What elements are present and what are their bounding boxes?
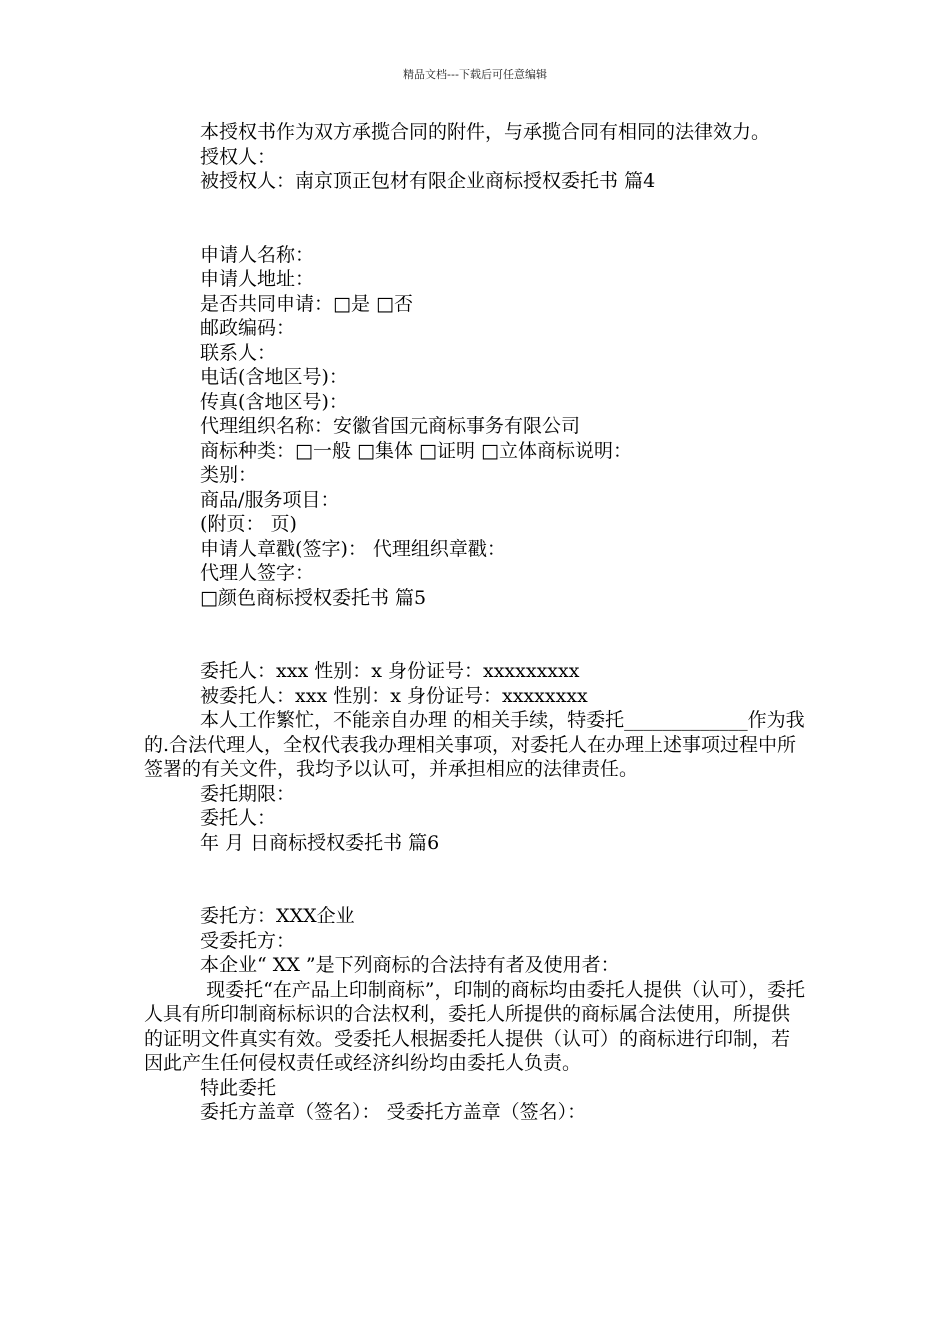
entrust-text-cont: ___作为我的.合法代理人，全权代表我办理相关事项，对委托人在办理上述事项过程中所签署的有关文件，我均予以认可，并承担相应的法律责任。 bbox=[144, 709, 805, 780]
line-applicant-name: 申请人名称： bbox=[200, 243, 315, 266]
page-header: 精品文档---下载后可任意编辑 bbox=[403, 68, 547, 81]
line-agency-name: 代理组织名称：安徽省国元商标事务有限公司 bbox=[200, 415, 581, 437]
line-agent: 被委托人：xxx 性别：x 身份证号：xxxxxxxx bbox=[200, 684, 588, 707]
line-entrusting-party: 委托方：XXX企业 bbox=[200, 905, 355, 927]
entrust-blank: __________ bbox=[624, 709, 720, 731]
paragraph-attachment: 本授权书作为双方承揽合同的附件，与承揽合同有相同的法律效力。 bbox=[200, 121, 771, 143]
line-entrusted-party: 受委托方： bbox=[200, 929, 296, 952]
line-fax: 传真(含地区号)： bbox=[200, 390, 348, 413]
document-body bbox=[144, 120, 808, 1125]
line-category: 类别： bbox=[200, 464, 258, 486]
paragraph-printing-entrust: 现委托“在产品上印制商标”，印制的商标均由委托人提供（认可），委托人具有所印制商标标识的合法权利，委托人所提供的商标属合法使用，所提供的证明文件真实有效。受委托人根据委托人提供（认可）的商标进行印制，若因此产生任何侵权责任或经济纠纷均由委托人负责。 bbox=[144, 978, 806, 1074]
line-entrust-period: 委托期限： bbox=[200, 782, 296, 805]
entrust-text: 本人工作繁忙，不能亲自办理 的相关手续，特委托 bbox=[200, 709, 625, 731]
line-applicant-address: 申请人地址： bbox=[200, 268, 315, 290]
line-date-section6: 年 月 日商标授权委托书 篇6 bbox=[200, 831, 440, 854]
paragraph-entrustment bbox=[144, 708, 808, 782]
line-color-trademark: □颜色商标授权委托书 篇5 bbox=[200, 586, 427, 609]
line-company-trademark: 本企业“ XX ”是下列商标的合法持有者及使用者： bbox=[200, 954, 620, 976]
line-postal-code: 邮政编码： bbox=[200, 317, 296, 339]
line-principal: 委托人：xxx 性别：x 身份证号：xxxxxxxxx bbox=[200, 660, 580, 682]
spacer bbox=[144, 194, 808, 243]
line-phone: 电话(含地区号)： bbox=[200, 366, 348, 388]
line-agent-signature: 代理人签字： bbox=[200, 562, 315, 584]
line-hereby-entrust: 特此委托 bbox=[200, 1076, 277, 1099]
line-authorizer: 授权人： bbox=[200, 145, 277, 168]
spacer bbox=[144, 610, 808, 659]
line-principal-sign: 委托人： bbox=[200, 807, 277, 829]
line-contact: 联系人： bbox=[200, 341, 277, 364]
spacer bbox=[144, 855, 808, 904]
line-authorized-party: 被授权人：南京顶正包材有限企业商标授权委托书 篇4 bbox=[200, 170, 656, 192]
line-trademark-type: 商标种类：□一般 □集体 □证明 □立体商标说明： bbox=[200, 439, 632, 462]
line-goods-services: 商品/服务项目： bbox=[200, 488, 340, 511]
line-joint-application: 是否共同申请：□是 □否 bbox=[200, 292, 413, 315]
line-attached-pages: (附页： 页) bbox=[200, 513, 297, 535]
line-seal-signatures: 委托方盖章（签名）： 受委托方盖章（签名）： bbox=[200, 1101, 587, 1123]
line-seals: 申请人章戳(签字)： 代理组织章戳： bbox=[200, 537, 506, 560]
